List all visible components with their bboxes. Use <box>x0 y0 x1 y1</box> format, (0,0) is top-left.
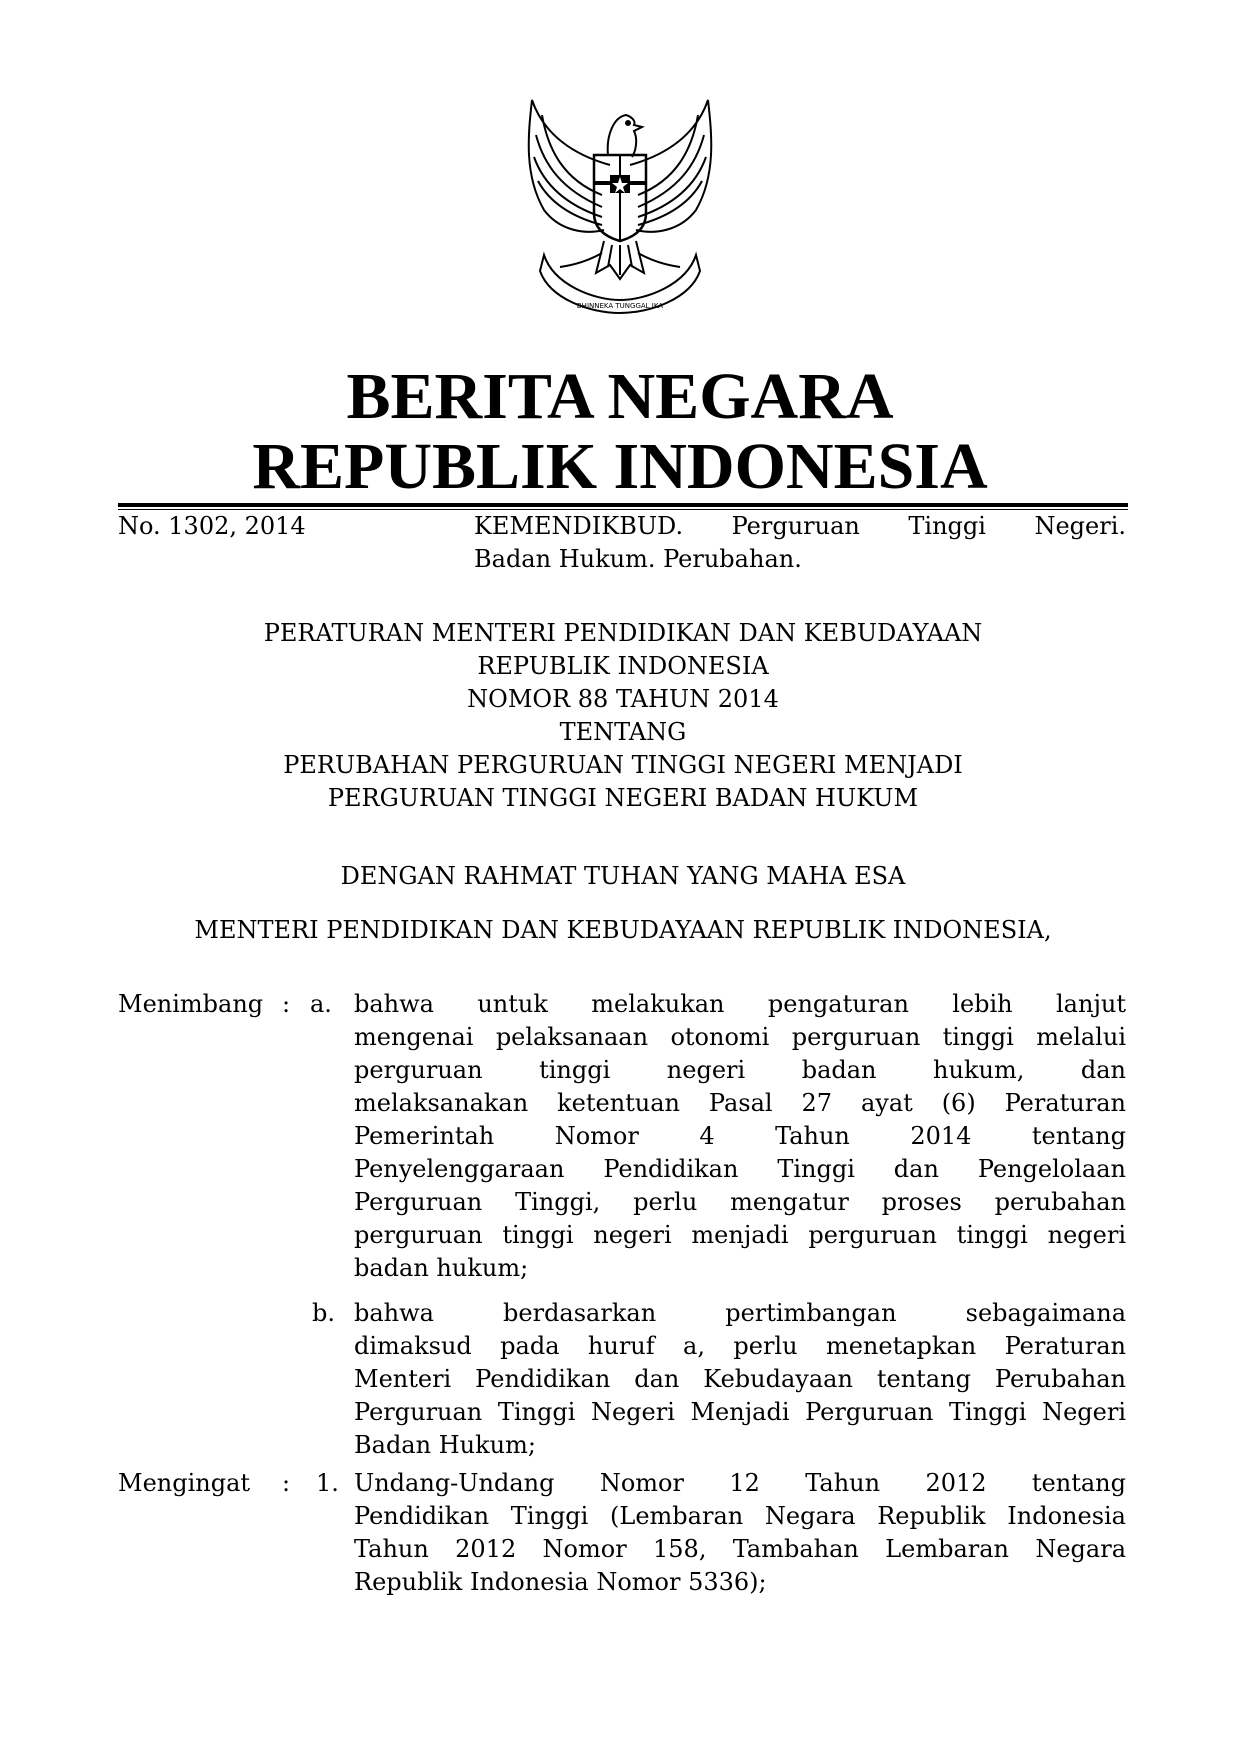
menimbang-colon: : <box>282 990 291 1018</box>
gazette-title-line2: REPUBLIK INDONESIA <box>252 430 988 503</box>
menimbang-item-a <box>354 988 1126 1285</box>
menimbang-item-marker: a. <box>310 990 332 1018</box>
header-rule-thick <box>118 503 1128 507</box>
item-line: badan hukum; <box>354 1254 529 1282</box>
issuer <box>118 914 1128 947</box>
item-line: Perguruan Tinggi, perlu mengatur proses perubahan <box>354 1188 1126 1216</box>
menimbang-label: Menimbang <box>118 990 264 1018</box>
item-line: bahwa untuk melakukan pengaturan lebih lanjut <box>354 990 1126 1018</box>
gazette-title-line1: BERITA NEGARA <box>346 360 894 433</box>
heading-line: PERUBAHAN PERGURUAN TINGGI NEGERI MENJADI <box>283 751 963 779</box>
heading-line: PERGURUAN TINGGI NEGERI BADAN HUKUM <box>327 784 919 812</box>
item-line: Republik Indonesia Nomor 5336); <box>354 1568 767 1596</box>
item-line: perguruan tinggi negeri badan hukum, dan <box>354 1056 1126 1084</box>
invocation <box>118 860 1128 893</box>
item-line: Menteri Pendidikan dan Kebudayaan tentang Perubahan <box>354 1365 1126 1393</box>
mengingat-colon: : <box>282 1469 291 1497</box>
mengingat-label: Mengingat <box>118 1469 251 1497</box>
garuda-emblem-icon <box>514 95 726 315</box>
issuer-line: MENTERI PENDIDIKAN DAN KEBUDAYAAN REPUBLIK INDONESIA, <box>194 916 1052 944</box>
item-line: Tahun 2012 Nomor 158, Tambahan Lembaran Negara <box>354 1535 1126 1563</box>
emblem-motto: BHINNEKA TUNGGAL IKA <box>576 302 664 310</box>
item-line: Perguruan Tinggi Negeri Menjadi Perguruan Tinggi Negeri <box>354 1398 1126 1426</box>
heading-line: REPUBLIK INDONESIA <box>477 652 769 680</box>
mengingat-item-marker: 1. <box>316 1469 339 1497</box>
item-line: mengenai pelaksanaan otonomi perguruan tinggi melalui <box>354 1023 1126 1051</box>
item-line: Penyelenggaraan Pendidikan Tinggi dan Pengelolaan <box>354 1155 1126 1183</box>
gazette-subject-line1: KEMENDIKBUD. Perguruan Tinggi Negeri. <box>474 512 1126 540</box>
invocation-line: DENGAN RAHMAT TUHAN YANG MAHA ESA <box>340 862 906 890</box>
item-line: Undang-Undang Nomor 12 Tahun 2012 tentang <box>354 1469 1126 1497</box>
item-line: Badan Hukum; <box>354 1431 536 1459</box>
menimbang-item-b <box>354 1297 1126 1462</box>
item-line: Pendidikan Tinggi (Lembaran Negara Republik Indonesia <box>354 1502 1126 1530</box>
item-line: Pemerintah Nomor 4 Tahun 2014 tentang <box>354 1122 1126 1150</box>
item-line: bahwa berdasarkan pertimbangan sebagaimana <box>354 1299 1126 1327</box>
gazette-number: No. 1302, 2014 <box>118 512 306 540</box>
item-line: perguruan tinggi negeri menjadi perguruan tinggi negeri <box>354 1221 1126 1249</box>
gazette-subject-line2: Badan Hukum. Perubahan. <box>474 545 802 573</box>
heading-line: TENTANG <box>559 718 687 746</box>
item-line: dimaksud pada huruf a, perlu menetapkan Peraturan <box>354 1332 1126 1360</box>
heading-line: NOMOR 88 TAHUN 2014 <box>467 685 779 713</box>
item-line: melaksanakan ketentuan Pasal 27 ayat (6) Peraturan <box>354 1089 1126 1117</box>
regulation-heading <box>118 617 1128 815</box>
heading-line: PERATURAN MENTERI PENDIDIKAN DAN KEBUDAYAAN <box>263 619 983 647</box>
mengingat-item-1 <box>354 1467 1126 1599</box>
menimbang-item-marker: b. <box>312 1299 335 1327</box>
